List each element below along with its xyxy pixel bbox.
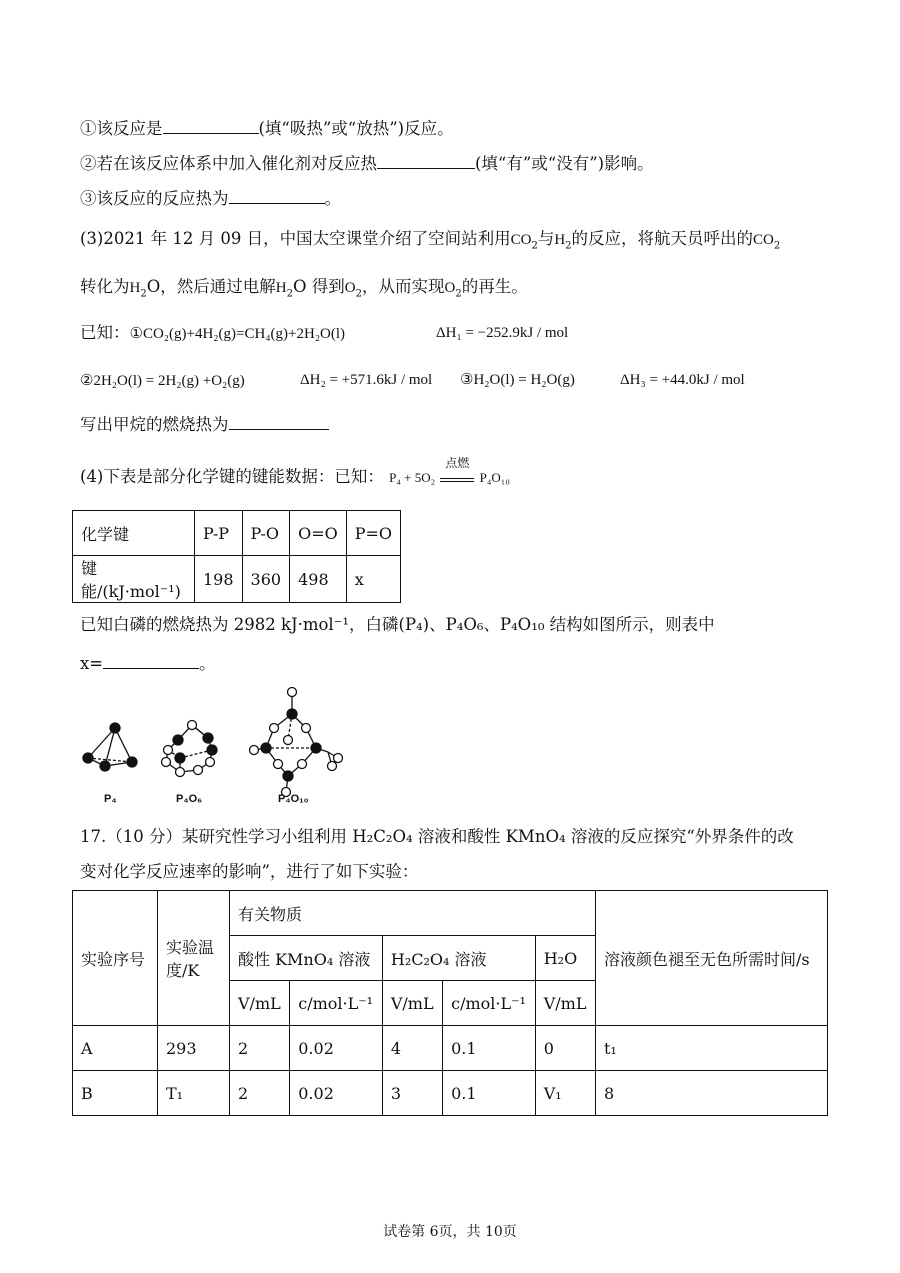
table-row: 键能/(kJ·mol⁻¹) 198 360 498 x: [73, 556, 401, 603]
q3-equation-1: 已知：①CO₂(g)+4H₂(g)=CH₄(g)+2H₂O(l) ΔH₁ = −252.9kJ / mol: [80, 323, 569, 342]
molecule-structures-figure: [70, 680, 370, 805]
answer-blank[interactable]: [377, 152, 475, 169]
p4o6-structure: [162, 721, 218, 777]
q4-after-b: x= 。: [80, 654, 216, 673]
q3-ask: 写出甲烷的燃烧热为: [80, 413, 329, 436]
table-row: A 293 2 0.02 4 0.1 0 t₁: [73, 1026, 828, 1071]
answer-blank[interactable]: [103, 652, 199, 669]
p4-structure: [83, 723, 137, 771]
question-item-1: ①该反应是 (填“吸热”或“放热”)反应。: [80, 119, 454, 138]
table-header-row: 化学键 P-P P-O O=O P=O: [73, 511, 401, 556]
p4o10-label: P₄O₁₀: [278, 793, 309, 805]
answer-blank[interactable]: [229, 187, 325, 204]
q3-equation-2-3: ②2H₂O(l) = 2H₂(g) +O₂(g) ΔH₂ = +571.6kJ / mol ③H₂O(l) = H₂O(g) ΔH₃ = +44.0kJ / mol: [80, 372, 745, 389]
q3-intro-line1: (3)2021 年 12 月 09 日，中国太空课堂介绍了空间站利用$CO_2$与$H_2$的反应，将航天员呼出的$CO_2$: [80, 229, 781, 252]
p4-label: P₄: [104, 793, 117, 805]
question-item-3: ③该反应的反应热为 。: [80, 189, 341, 208]
bond-energy-table: [72, 510, 401, 603]
experiment-table: 实验序号 实验温度/K 有关物质 溶液颜色褪至无色所需时间/s 酸性 KMnO₄ 溶液 H₂C₂O₄ 溶液 H₂O V/mL c/mol·L⁻¹ V/mL c/mol·L⁻¹ V/mL A 293 2 0.02 4 0.1 0 t₁ B T₁ 2 0.02 3 0.1 V₁ 8: [72, 890, 828, 1116]
table-row: B T₁ 2 0.02 3 0.1 V₁ 8: [73, 1071, 828, 1116]
answer-blank[interactable]: [229, 413, 329, 430]
q17-line2: 变对化学反应速率的影响”，进行了如下实验：: [80, 862, 419, 881]
question-item-2: ②若在该反应体系中加入催化剂对反应热 (填“有”或“没有”)影响。: [80, 154, 654, 173]
q4-after-a: 已知白磷的燃烧热为 2982 kJ·mol⁻¹，白磷(P₄)、P₄O₆、P₄O₁₀ 结构如图所示，则表中: [80, 615, 715, 634]
q3-intro-line2: 转化为$H_2O$，然后通过电解$H_2O$ 得到$O_2$，从而实现$O_2$的再生。: [80, 277, 528, 300]
answer-blank[interactable]: [163, 117, 259, 134]
p4o6-label: P₄O₆: [176, 793, 203, 805]
page-footer: 试卷第 6页，共 10页: [383, 1224, 517, 1240]
p4o10-structure: [250, 688, 343, 797]
q4-intro: (4)下表是部分化学键的键能数据：已知： P₄ + 5O₂ 点燃 P₄O₁₀: [80, 456, 510, 486]
q17-line1: 17.（10 分）某研究性学习小组利用 H₂C₂O₄ 溶液和酸性 KMnO₄ 溶液的反应探究“外界条件的改: [80, 827, 794, 846]
reaction-arrow: 点燃: [440, 468, 474, 482]
